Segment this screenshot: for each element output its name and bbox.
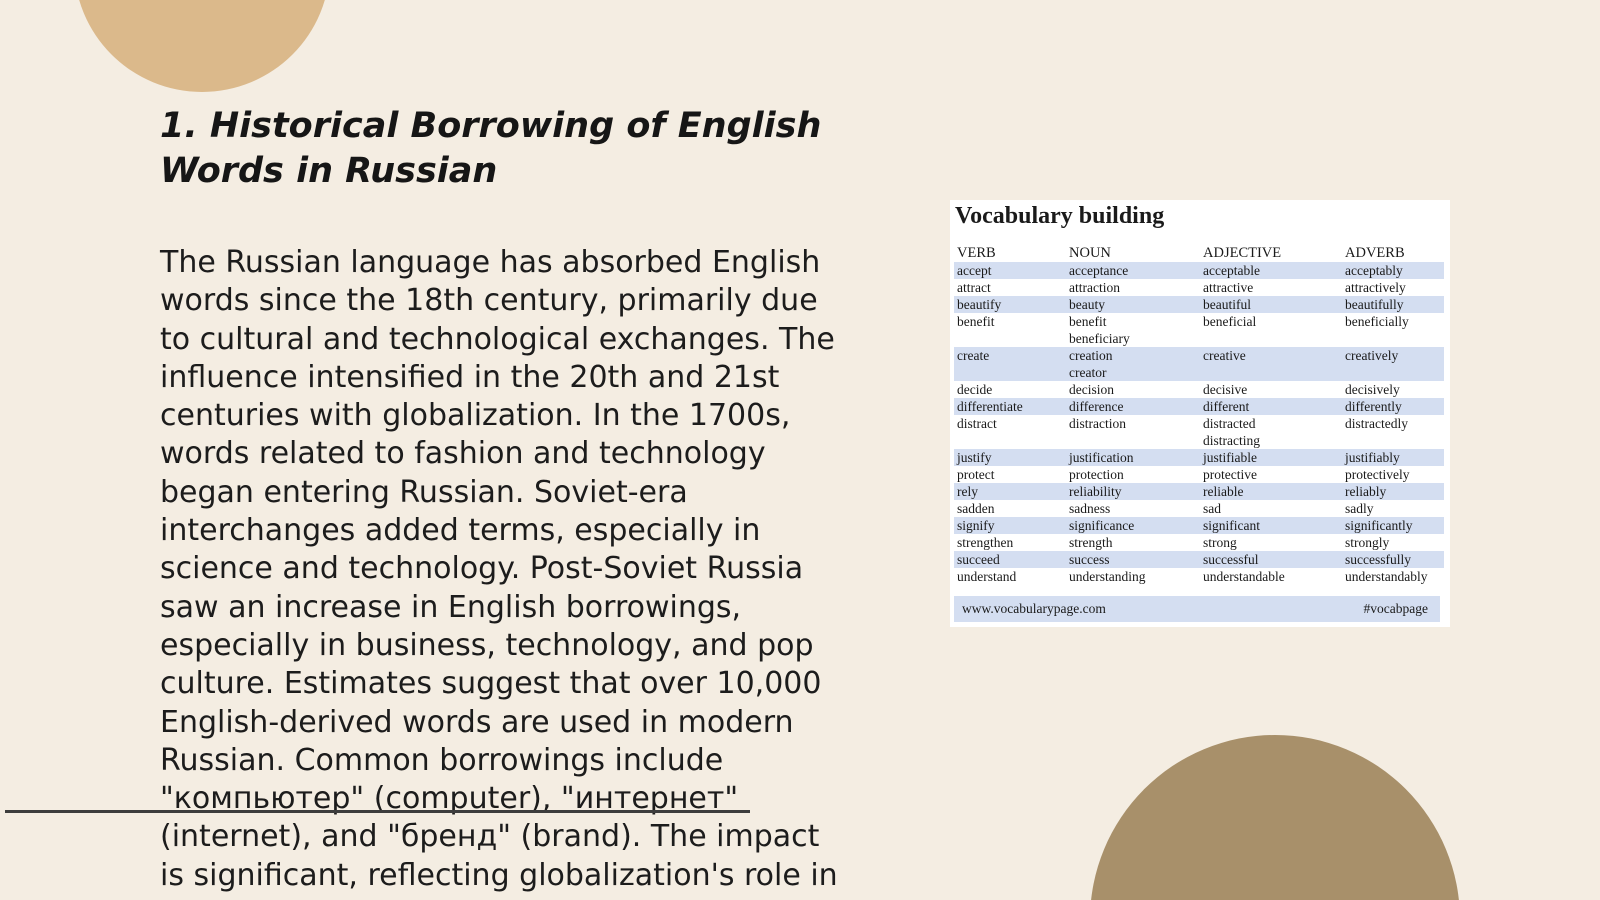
vocabulary-image-title: Vocabulary building (955, 203, 1165, 229)
verb-cell: decide (954, 381, 1066, 398)
vocabulary-row (954, 398, 1444, 415)
adjective-cell: sad (1200, 500, 1342, 517)
adverb-cell: differently (1342, 398, 1444, 415)
vocabulary-row (954, 279, 1444, 296)
noun-cell: strength (1066, 534, 1200, 551)
vocabulary-row (954, 262, 1444, 279)
verb-cell: attract (954, 279, 1066, 296)
slide-title: 1. Historical Borrowing of English Words in Russian (160, 106, 822, 191)
adverb-cell: justifiably (1342, 449, 1444, 466)
vocabulary-row (954, 381, 1444, 398)
verb-cell: understand (954, 568, 1066, 585)
vocabulary-row (954, 313, 1444, 347)
verb-cell: strengthen (954, 534, 1066, 551)
adverb-cell: understandably (1342, 568, 1444, 585)
header-adverb: ADVERB (1342, 241, 1444, 262)
adverb-cell: beautifully (1342, 296, 1444, 313)
adverb-cell: successfully (1342, 551, 1444, 568)
adjective-cell: decisive (1200, 381, 1342, 398)
vocabulary-footer (954, 596, 1440, 622)
adjective-cell: reliable (1200, 483, 1342, 500)
adverb-cell: protectively (1342, 466, 1444, 483)
vocabulary-footer-url: www.vocabularypage.com (962, 601, 1106, 616)
noun-cell: justification (1066, 449, 1200, 466)
adverb-cell: sadly (1342, 500, 1444, 517)
vocabulary-table (954, 241, 1444, 585)
noun-cell: beauty (1066, 296, 1200, 313)
adjective-cell: justifiable (1200, 449, 1342, 466)
adjective-cell: distracted distracting (1200, 415, 1342, 449)
adverb-cell: beneficially (1342, 313, 1444, 347)
vocabulary-row (954, 534, 1444, 551)
adjective-cell: beautiful (1200, 296, 1342, 313)
verb-cell: protect (954, 466, 1066, 483)
adjective-cell: attractive (1200, 279, 1342, 296)
adverb-cell: strongly (1342, 534, 1444, 551)
adverb-cell: significantly (1342, 517, 1444, 534)
adverb-cell: creatively (1342, 347, 1444, 381)
noun-cell: sadness (1066, 500, 1200, 517)
adjective-cell: acceptable (1200, 262, 1342, 279)
noun-cell: protection (1066, 466, 1200, 483)
adjective-cell: creative (1200, 347, 1342, 381)
verb-cell: rely (954, 483, 1066, 500)
adverb-cell: acceptably (1342, 262, 1444, 279)
adjective-cell: significant (1200, 517, 1342, 534)
verb-cell: differentiate (954, 398, 1066, 415)
decorative-circle-top (74, 0, 330, 92)
verb-cell: distract (954, 415, 1066, 449)
divider-line (5, 810, 750, 813)
adverb-cell: attractively (1342, 279, 1444, 296)
noun-cell: significance (1066, 517, 1200, 534)
vocabulary-row (954, 466, 1444, 483)
verb-cell: justify (954, 449, 1066, 466)
adjective-cell: protective (1200, 466, 1342, 483)
verb-cell: sadden (954, 500, 1066, 517)
slide-body-text: The Russian language has absorbed English words since the 18th century, primarily due to cultural and technological exchanges. The influence intensified in the 20th and 21st centuries with globalization. In the 1700s, words related to fashion and technology began entering Russian. Soviet-era interchanges added terms, especially in science and technology. Post-Soviet Russia saw an increase in English borrowings, especially in business, technology, and pop culture. Estimates suggest that over 10,000 English-derived words are used in modern Russian. Common borrowings include "компьютер" (computer), "интернет" (internet), and "бренд" (brand). The impact is significant, reflecting globalization's role in (160, 245, 838, 893)
vocabulary-row (954, 415, 1444, 449)
adverb-cell: distractedly (1342, 415, 1444, 449)
adverb-cell: decisively (1342, 381, 1444, 398)
vocabulary-row (954, 483, 1444, 500)
adjective-cell: strong (1200, 534, 1342, 551)
adjective-cell: beneficial (1200, 313, 1342, 347)
verb-cell: accept (954, 262, 1066, 279)
noun-cell: attraction (1066, 279, 1200, 296)
noun-cell: decision (1066, 381, 1200, 398)
adjective-cell: successful (1200, 551, 1342, 568)
verb-cell: beautify (954, 296, 1066, 313)
header-verb: VERB (954, 241, 1066, 262)
vocabulary-row (954, 551, 1444, 568)
header-noun: NOUN (1066, 241, 1200, 262)
vocabulary-row (954, 296, 1444, 313)
vocabulary-image (950, 200, 1450, 627)
noun-cell: success (1066, 551, 1200, 568)
header-adjective: ADJECTIVE (1200, 241, 1342, 262)
vocabulary-header-row (954, 241, 1444, 262)
vocabulary-row (954, 517, 1444, 534)
vocabulary-row (954, 449, 1444, 466)
vocabulary-row (954, 500, 1444, 517)
noun-cell: understanding (1066, 568, 1200, 585)
noun-cell: acceptance (1066, 262, 1200, 279)
verb-cell: succeed (954, 551, 1066, 568)
noun-cell: benefit beneficiary (1066, 313, 1200, 347)
vocabulary-row (954, 347, 1444, 381)
verb-cell: create (954, 347, 1066, 381)
vocabulary-footer-hashtag: #vocabpage (1363, 601, 1428, 616)
noun-cell: difference (1066, 398, 1200, 415)
noun-cell: distraction (1066, 415, 1200, 449)
verb-cell: benefit (954, 313, 1066, 347)
vocabulary-table-body (954, 262, 1444, 585)
noun-cell: reliability (1066, 483, 1200, 500)
noun-cell: creation creator (1066, 347, 1200, 381)
adverb-cell: reliably (1342, 483, 1444, 500)
adjective-cell: different (1200, 398, 1342, 415)
adjective-cell: understandable (1200, 568, 1342, 585)
vocabulary-row (954, 568, 1444, 585)
decorative-circle-bottom (1090, 735, 1460, 900)
verb-cell: signify (954, 517, 1066, 534)
